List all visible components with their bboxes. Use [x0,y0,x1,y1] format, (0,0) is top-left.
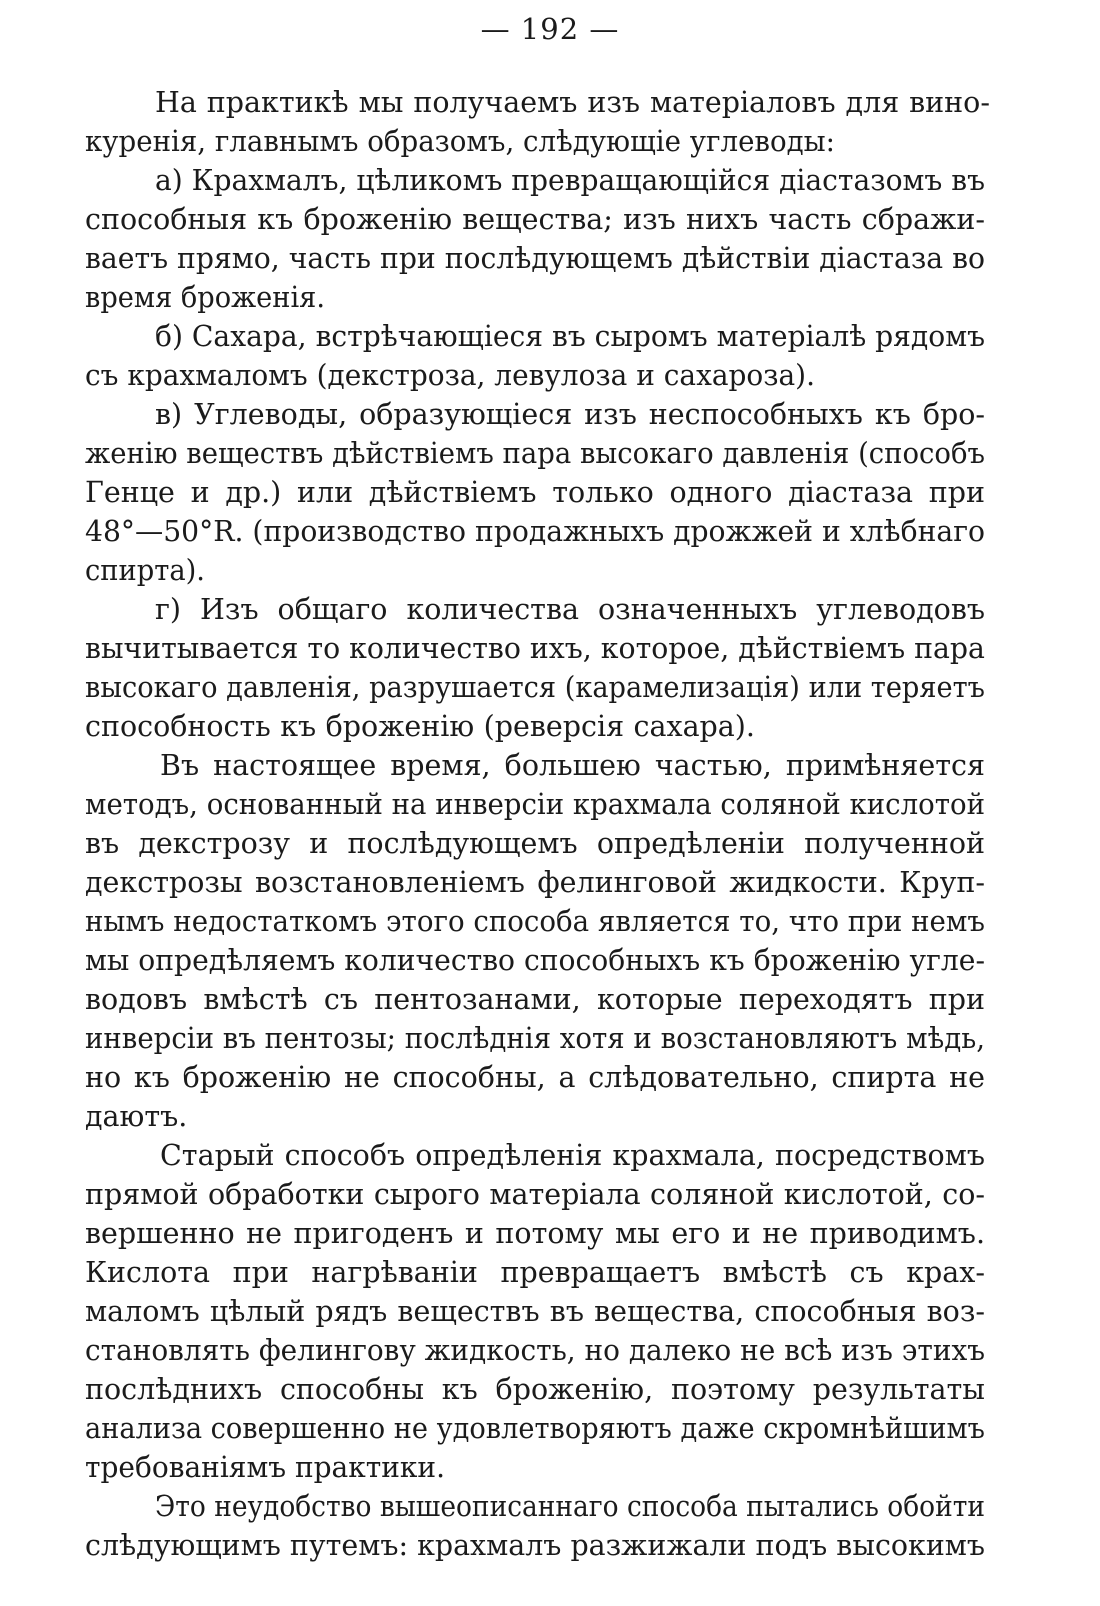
text-line: 48°—50°R. (производство продажныхъ дрожжей и хлѣбнаго [85,515,985,548]
text-line: Это неудобство вышеописаннаго способа пытались обойти [155,1490,985,1523]
text-line: инверсіи въ пентозы; послѣднія хотя и возстановляютъ мѣдь, [85,1022,986,1055]
text-line: декстрозы возстановленіемъ фелинговой жидкости. Круп- [85,866,985,899]
text-line: съ крахмаломъ (декстроза, левулоза и сахароза). [85,359,815,392]
text-line: маломъ цѣлый рядъ веществъ въ вещества, способныя воз- [85,1295,985,1328]
text-line: способность къ броженію (реверсія сахара). [85,710,755,743]
text-line: слѣдующимъ путемъ: крахмалъ разжижали подъ высокимъ [85,1529,986,1562]
text-line: высокаго давленія, разрушается (карамелизація) или теряетъ [85,671,985,704]
text-line: требованіямъ практики. [85,1451,445,1484]
text-line: но къ броженію не способны, а слѣдовательно, спирта не [85,1061,986,1094]
text-line: вычитывается то количество ихъ, которое, дѣйствіемъ пара [85,632,985,665]
text-line: нымъ недостаткомъ этого способа является то, что при немъ [85,905,985,938]
text-line: прямой обработки сырого матеріала соляной кислотой, со- [85,1178,985,1211]
text-line: г) Изъ общаго количества означенныхъ углеводовъ [155,593,986,626]
text-line: куренія, главнымъ образомъ, слѣдующіе углеводы: [85,125,835,158]
page-number: — 192 — [480,12,620,46]
text-line: Кислота при нагрѣваніи превращаетъ вмѣстѣ съ крах- [85,1256,985,1289]
text-line: въ декстрозу и послѣдующемъ опредѣленіи полученной [85,827,985,860]
text-line: Генце и др.) или дѣйствіемъ только одного діастаза при [85,476,985,509]
text-line: способныя къ броженію вещества; изъ нихъ часть сбражи- [85,203,985,236]
text-line: женію веществъ дѣйствіемъ пара высокаго давленія (способъ [85,437,985,470]
text-line: становлять фелингову жидкость, но далеко не всѣ изъ этихъ [85,1334,985,1367]
text-line: ваетъ прямо, часть при послѣдующемъ дѣйствіи діастаза во [85,242,985,275]
text-line: вершенно не пригоденъ и потому мы его и не приводимъ. [85,1217,985,1250]
text-line: Въ настоящее время, большею частью, примѣняется [160,749,985,782]
text-line: мы опредѣляемъ количество способныхъ къ броженію угле- [85,944,985,977]
text-line: Старый способъ опредѣленія крахмала, посредствомъ [160,1139,985,1172]
text-line: даютъ. [85,1100,188,1133]
text-line: время броженія. [85,281,326,314]
text-line: водовъ вмѣстѣ съ пентозанами, которые переходятъ при [85,983,986,1016]
text-line: методъ, основанный на инверсіи крахмала соляной кислотой [85,788,985,821]
text-line: а) Крахмалъ, цѣликомъ превращающійся діастазомъ въ [155,164,985,197]
text-line: б) Сахара, встрѣчающіеся въ сыромъ матеріалѣ рядомъ [155,320,985,353]
text-line: анализа совершенно не удовлетворяютъ даже скромнѣйшимъ [85,1412,986,1445]
text-line: в) Углеводы, образующіеся изъ неспособныхъ къ бро- [155,398,986,431]
text-line: На практикѣ мы получаемъ изъ матеріаловъ для вино- [155,86,990,119]
text-line: послѣднихъ способны къ броженію, поэтому результаты [85,1373,985,1406]
text-line: спирта). [85,554,205,587]
